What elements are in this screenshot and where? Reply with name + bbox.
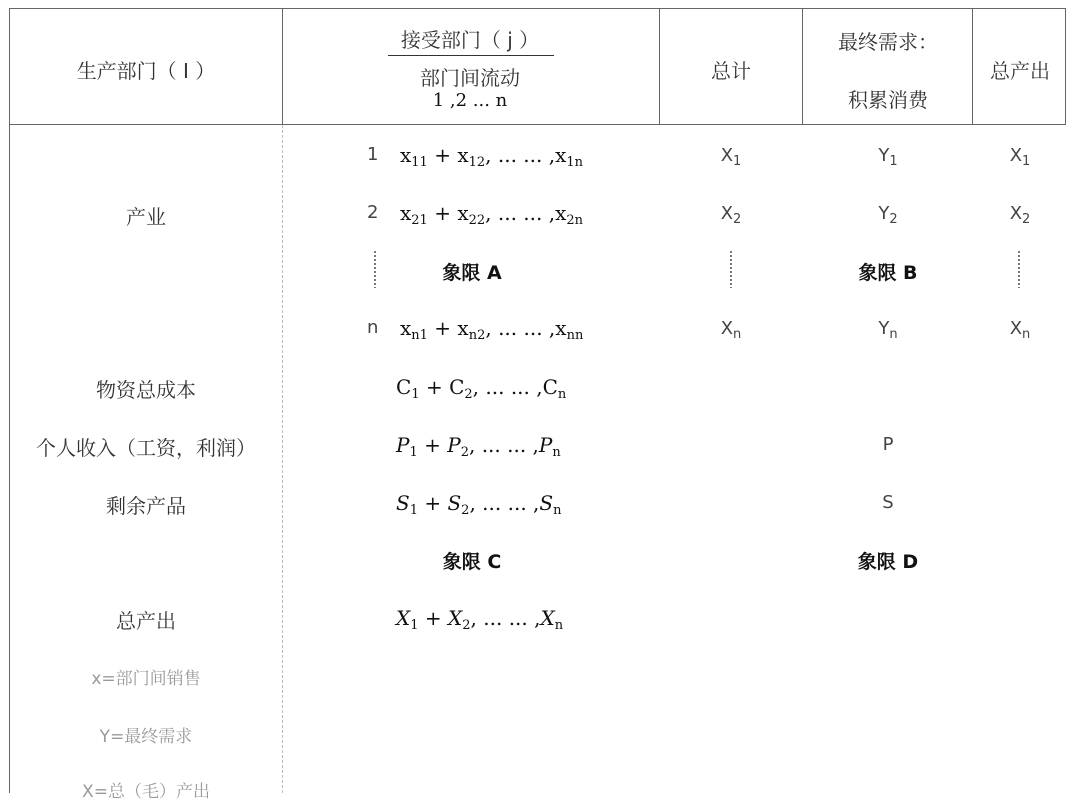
income-total: P — [882, 434, 894, 455]
row1-demand: $Y_1$ — [878, 145, 898, 169]
material-label: 物资总成本 — [96, 378, 196, 402]
income-formula: $P_1 + P_2$, ... ... $,P_n$ — [396, 433, 561, 460]
legend-y: Y=最终需求 — [99, 727, 193, 747]
row2-total: $X_2$ — [720, 203, 742, 227]
table-left-border — [9, 8, 10, 793]
row1-index: 1 — [367, 144, 379, 165]
rown-demand: $Y_n$ — [878, 318, 898, 342]
header-divider-3 — [802, 8, 803, 125]
body-dashed-divider — [282, 125, 283, 793]
rown-output: $X_n$ — [1009, 318, 1031, 342]
surplus-formula: $S_1 + S_2$, ... ... $,S_n$ — [396, 491, 562, 518]
row2-formula: $x_{21} + x_{22}$, ... ... $,x_{2n}$ — [400, 201, 584, 228]
legend-gross: X=总（毛）产出 — [82, 782, 210, 802]
row1-output: $X_1$ — [1009, 145, 1031, 169]
industry-label: 产业 — [126, 205, 166, 229]
row-dots-output — [1018, 250, 1020, 288]
quadrant-a-label: 象限 A — [442, 262, 502, 284]
row1-formula: $x_{11} + x_{12}$, ... ... $,x_{1n}$ — [400, 143, 584, 170]
material-formula: $C_1 + C_2$, ... ... $,C_n$ — [396, 375, 567, 402]
header-final-demand-1: 最终需求： — [838, 30, 938, 54]
header-receiver-index: 1 ,2 ... n — [432, 90, 508, 111]
row2-index: 2 — [367, 202, 379, 223]
row-dots-total — [730, 250, 732, 288]
row2-output: $X_2$ — [1009, 203, 1031, 227]
header-gross-output: 总产出 — [990, 59, 1050, 83]
surplus-label: 剩余产品 — [106, 494, 186, 518]
surplus-total: S — [882, 492, 894, 513]
income-label: 个人收入（工资，利润） — [36, 436, 256, 460]
header-final-demand-2: 积累消费 — [848, 88, 928, 112]
header-receiver-sub: 部门间流动 — [420, 66, 520, 90]
row-dots-index — [374, 250, 376, 288]
legend-x: x=部门间销售 — [91, 669, 201, 689]
quadrant-b-label: 象限 B — [858, 262, 918, 284]
rown-formula: $x_{n1} + x_{n2}$, ... ... $,x_{nn}$ — [400, 316, 584, 343]
header-total: 总计 — [711, 59, 751, 83]
quadrant-c-label: 象限 C — [442, 551, 502, 573]
header-divider-4 — [972, 8, 973, 125]
header-producer: 生产部门（ I ） — [76, 59, 216, 83]
header-receiver-rule — [388, 55, 554, 56]
quadrant-d-label: 象限 D — [857, 551, 919, 573]
header-receiver-title: 接受部门（ j ） — [400, 28, 540, 52]
header-divider-1 — [282, 8, 283, 125]
row2-demand: $Y_2$ — [878, 203, 898, 227]
row1-total: $X_1$ — [720, 145, 742, 169]
rown-total: $X_n$ — [720, 318, 742, 342]
table-right-border — [1065, 8, 1066, 125]
table-top-border — [9, 8, 1066, 9]
header-divider-2 — [659, 8, 660, 125]
output-label: 总产出 — [116, 609, 176, 633]
output-formula: $X_1 + X_2$, ... ... $,X_n$ — [396, 606, 564, 633]
row1-var-1: $x_{11}$ — [400, 143, 428, 170]
rown-index: n — [367, 317, 379, 338]
header-bottom-border — [9, 124, 1066, 125]
